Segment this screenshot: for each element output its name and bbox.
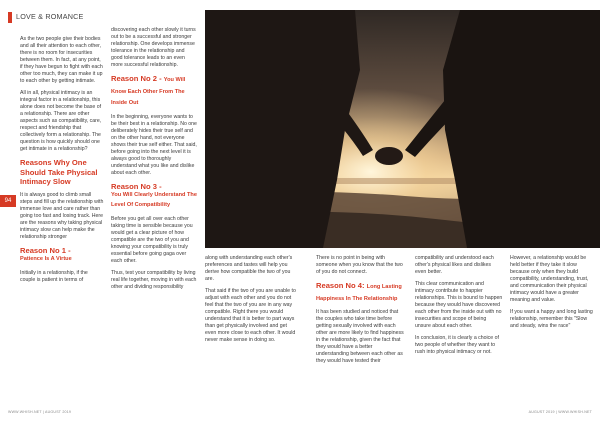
paragraph: However, a relationship would be held better if they take it slow because only when they build compatibility, understanding, trust, and communication their physical intimacy would have a greater meaning and value. [510,255,589,303]
reason-4-title: Reason No 4: [316,281,365,290]
reason-1-heading [20,246,104,265]
article-column-6 [510,255,594,335]
footer-right: AUGUST 2019 | WWW.WHISH.NET [528,410,592,414]
paragraph: along with understanding each other's preferences and tastes will help you derive how compatible the two of you are. [205,255,293,282]
article-column-1 [20,36,104,289]
reason-3-heading [111,182,197,211]
paragraph: Initially in a relationship, if the couple is patient in terms of [20,269,88,283]
section-marker [8,12,12,23]
page-number: 94 [0,195,16,207]
paragraph: In conclusion, it is clearly a choice of two people of whether they want to rush into physical intimacy or not. [415,335,499,355]
reason-2-title: Reason No 2 - [111,74,162,83]
reason-4-heading [316,281,406,304]
section-title: LOVE & ROMANCE [16,12,84,21]
reason-2-heading [111,74,197,109]
paragraph: All in all, physical intimacy is an integral factor in a relationship, this alone does not become the base of a relationship. There are other aspects such as compatibility, care, respect and friendship that collectively form a relationship. The question is how quickly should one get intimate in a relationship? [20,90,102,152]
article-column-2 [111,27,197,296]
paragraph: Before you get all over each other taking time is sensible because you would get a clear picture of how compatible are the two of you and knowing your compatibility is truly essential before going gaga over each other. [111,215,193,264]
sunset-beach-image [205,10,600,248]
reason-4-subtitle: Long Lasting Happiness In The Relationship [316,284,402,302]
article-column-4 [316,255,406,370]
reason-2-subtitle: You Will Know Each Other From The Inside Out [111,77,186,107]
paragraph: It is always good to climb small steps and fill up the relationship with immense love and care rather than going too fast and losing track. Here are the reasons why taking physical intimacy slow can help make the relationship stronger [20,191,104,240]
article-column-3 [205,255,297,349]
paragraph: That said if the two of you are unable to adjust with each other and you do not feel that the two of you are in any way compatible. Right there you would understand that it is better to part ways than get physically involved and get even more close to each other. It would never make sense in doing so. [205,288,296,343]
couple-holding-hands-photo [205,10,600,248]
reason-1-subtitle: Patience Is A Virtue [20,256,72,263]
paragraph: This clear communication and intimacy contribute to happier relationships. This is bound to happen because they would have discovered each other from the inside out with no insecurities and scope of being unsure about each other. [415,281,503,329]
paragraph: In the beginning, everyone wants to be their best in a relationship. No one deliberately hides their true self and on the other hand, not everyone shows their true self either. That said, before going into the next level it is always good to thoroughly understand what you like and dislike about each other. [111,113,197,176]
paragraph: Thus, test your compatibility by living real life together, moving in with each other and dividing responsibility [111,269,197,290]
reason-3-subtitle: You Will Clearly Understand The Level Of Compatibility [111,192,197,208]
paragraph: compatibility and understood each other's physical likes and dislikes even better. [415,255,494,275]
paragraph: If you want a happy and long lasting relationship, remember this "Slow and steady, wins the race" [510,309,593,329]
reason-3-title: Reason No 3 - [111,181,162,191]
paragraph: It has been studied and noticed that the couples who take time before getting sexually involved with each other are more likely to find happiness in the relationship, given the fact that they would have a better understanding between each other as they would have tested their [316,309,404,365]
reason-1-title: Reason No 1 - [20,245,71,255]
paragraph: As the two people give their bodies and all their attention to each other, there is no room for insecurities between them. In fact, at any point, if they have begun to fight with each other too much, they can make it up to each other by getting intimate. [20,36,103,84]
footer-left: WWW.WHISH.NET | AUGUST 2019 [8,410,72,414]
paragraph: There is no point in being with someone when you know that the two of you do not connect. [316,255,403,275]
article-column-5 [415,255,503,361]
paragraph: discovering each other slowly it turns out to be a successful and stronger relationship. One develops immense tolerance in the relationship and good tolerance leads to an even more successful relationship. [111,27,196,68]
section-heading: Reasons Why One Should Take Physical Intimacy Slow [20,158,98,187]
